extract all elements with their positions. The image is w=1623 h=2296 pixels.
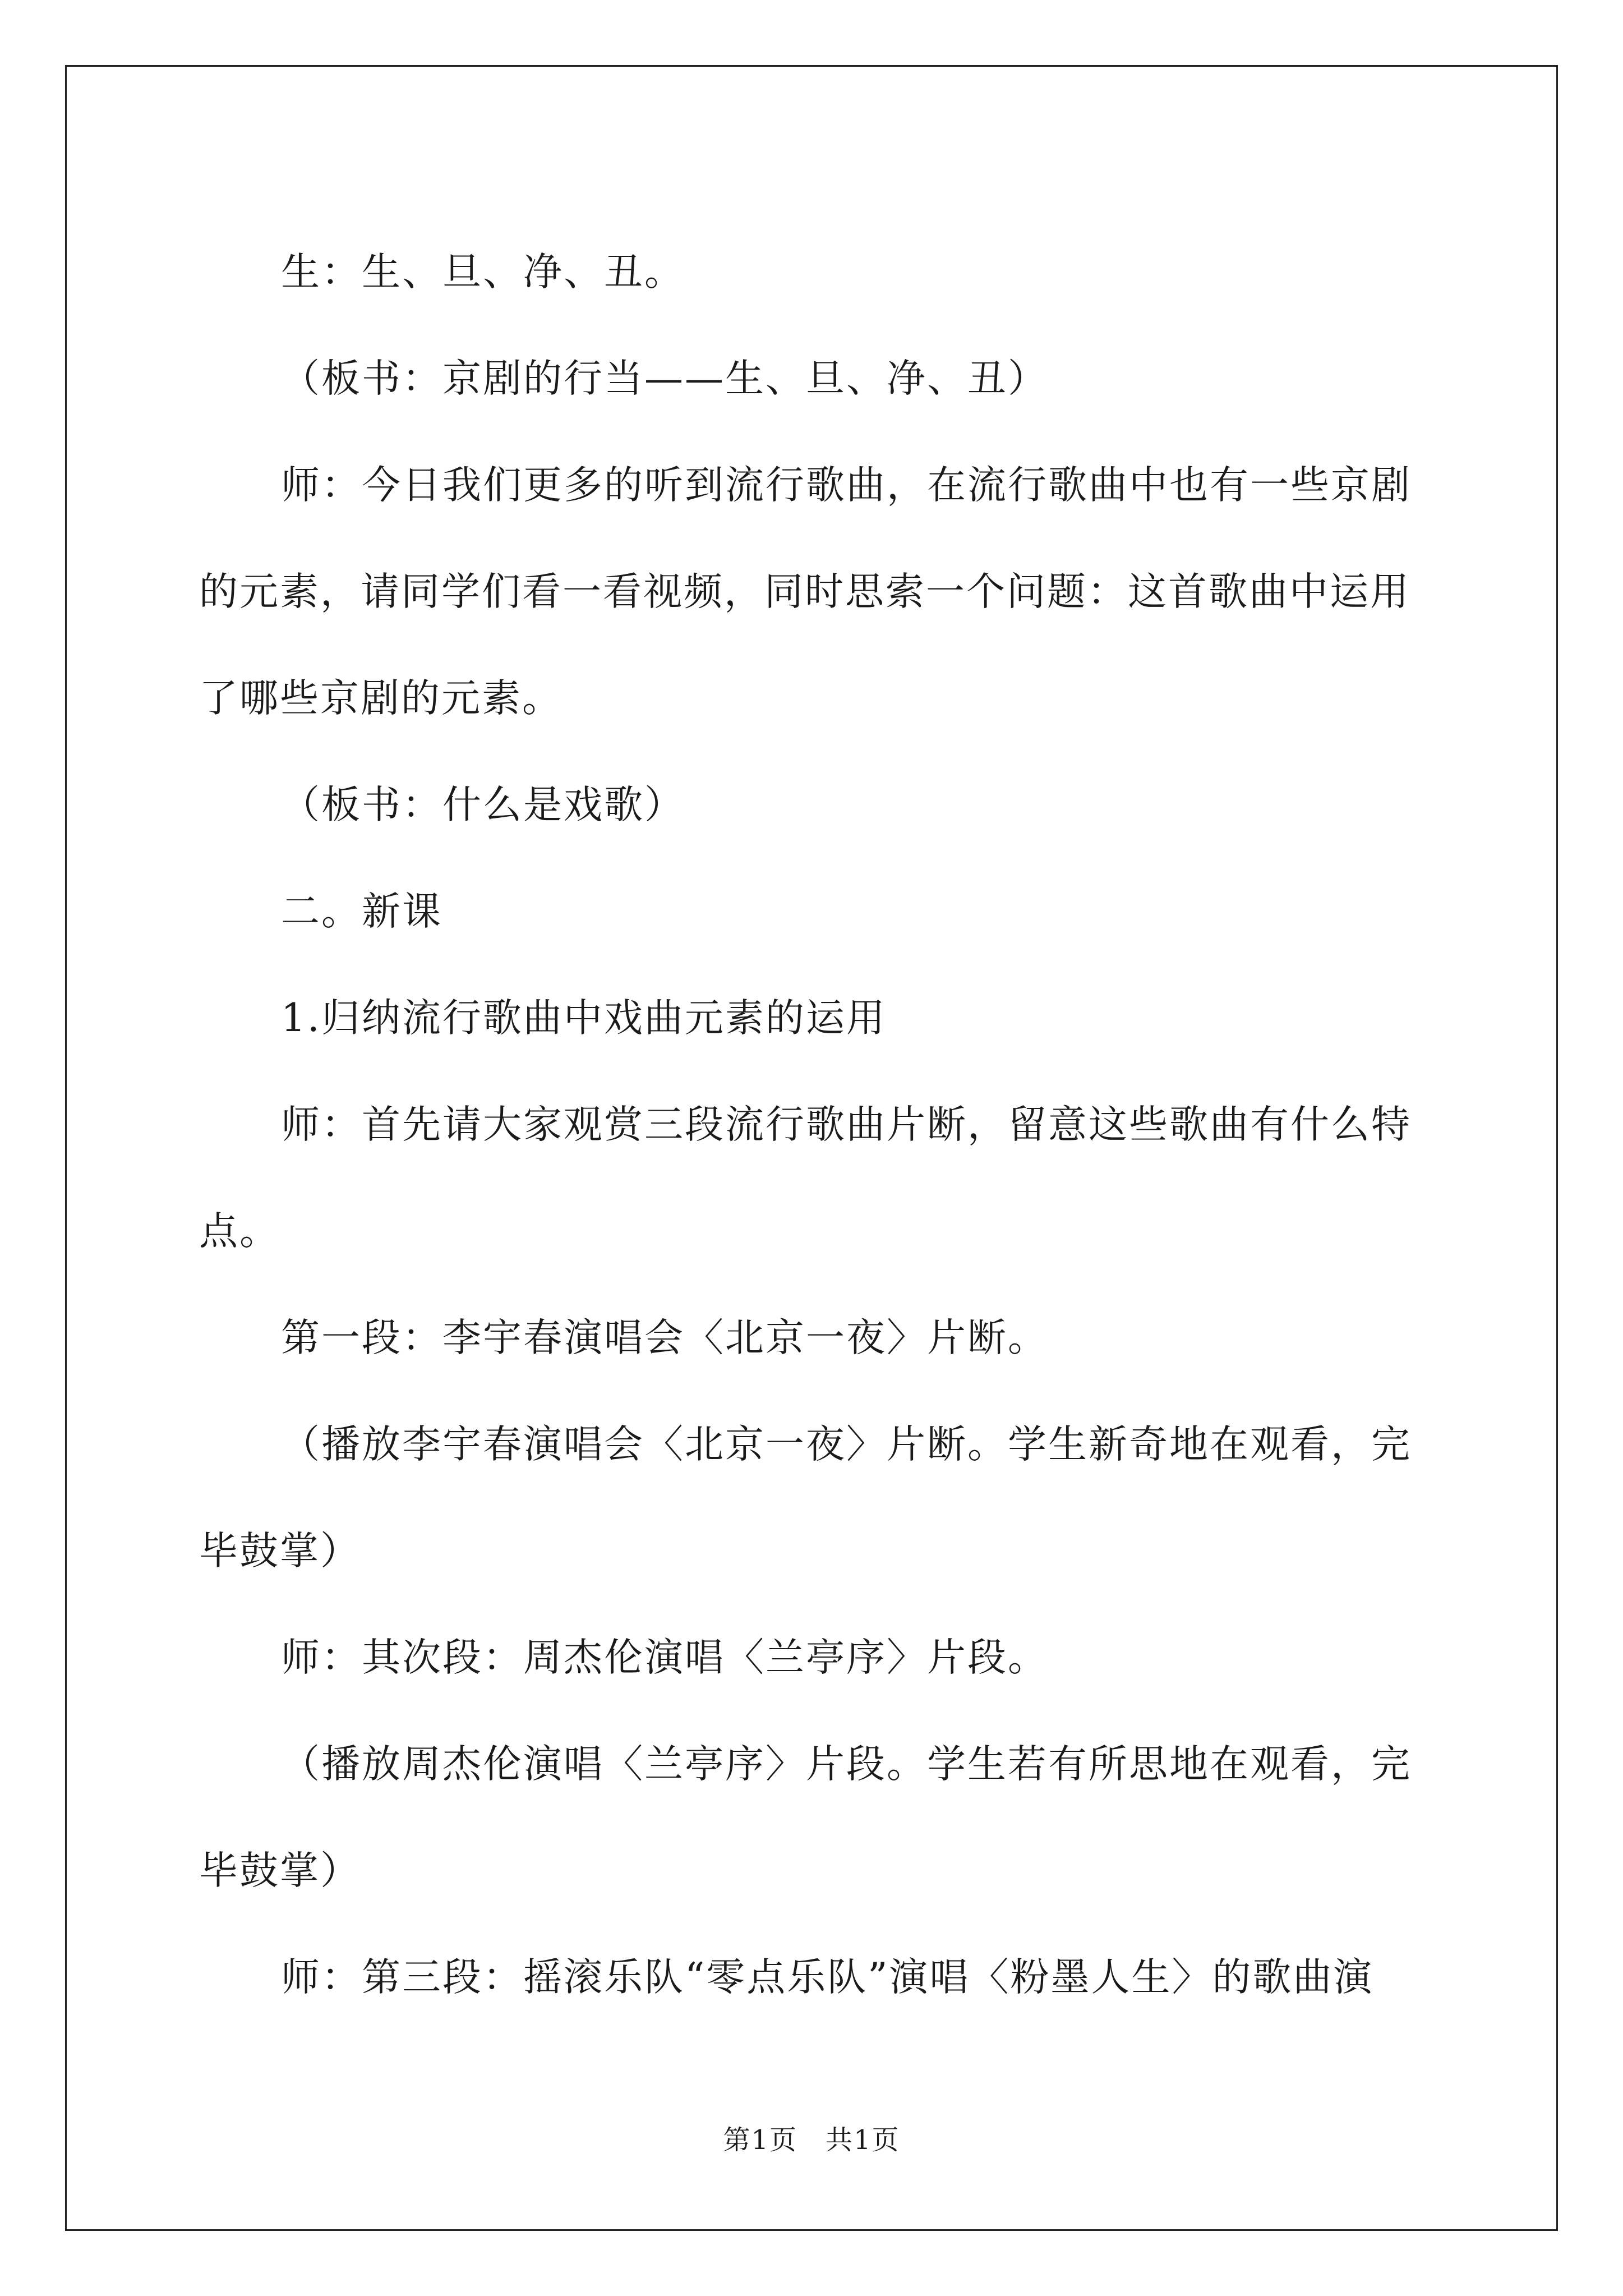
text-line: 的元素，请同学们看一看视频，同时思索一个问题：这首歌曲中运用 bbox=[199, 569, 1410, 614]
text-line: 第一段：李宇春演唱会〈北京一夜〉片断。 bbox=[281, 1315, 1048, 1360]
text-line: 了哪些京剧的元素。 bbox=[199, 676, 562, 721]
text-line: 二。新课 bbox=[281, 889, 442, 934]
text-line: 点。 bbox=[199, 1209, 280, 1254]
text-line: 师：今日我们更多的听到流行歌曲，在流行歌曲中也有一些京剧 bbox=[281, 463, 1412, 508]
page-footer bbox=[0, 2123, 1623, 2157]
text-line: （播放周杰伦演唱〈兰亭序〉片段。学生若有所思地在观看，完 bbox=[281, 1742, 1412, 1787]
text-line: （板书：京剧的行当——生、旦、净、丑） bbox=[281, 356, 1048, 401]
text-line: 毕鼓掌） bbox=[199, 1529, 361, 1573]
page-number: 第1页 共1页 bbox=[723, 2124, 900, 2156]
document-body bbox=[199, 219, 1433, 2031]
text-line: 毕鼓掌） bbox=[199, 1848, 361, 1893]
text-line: （板书：什么是戏歌） bbox=[281, 783, 685, 827]
text-line: 师：第三段：摇滚乐队“零点乐队”演唱〈粉墨人生〉的歌曲演 bbox=[281, 1955, 1374, 2000]
text-line: 师：首先请大家观赏三段流行歌曲片断，留意这些歌曲有什么特 bbox=[281, 1102, 1412, 1147]
text-line: 1.归纳流行歌曲中戏曲元素的运用 bbox=[281, 996, 887, 1041]
text-line: 生：生、旦、净、丑。 bbox=[281, 250, 685, 295]
text-line: 师：其次段：周杰伦演唱〈兰亭序〉片段。 bbox=[281, 1635, 1048, 1680]
text-line: （播放李宇春演唱会〈北京一夜〉片断。学生新奇地在观看，完 bbox=[281, 1422, 1412, 1467]
